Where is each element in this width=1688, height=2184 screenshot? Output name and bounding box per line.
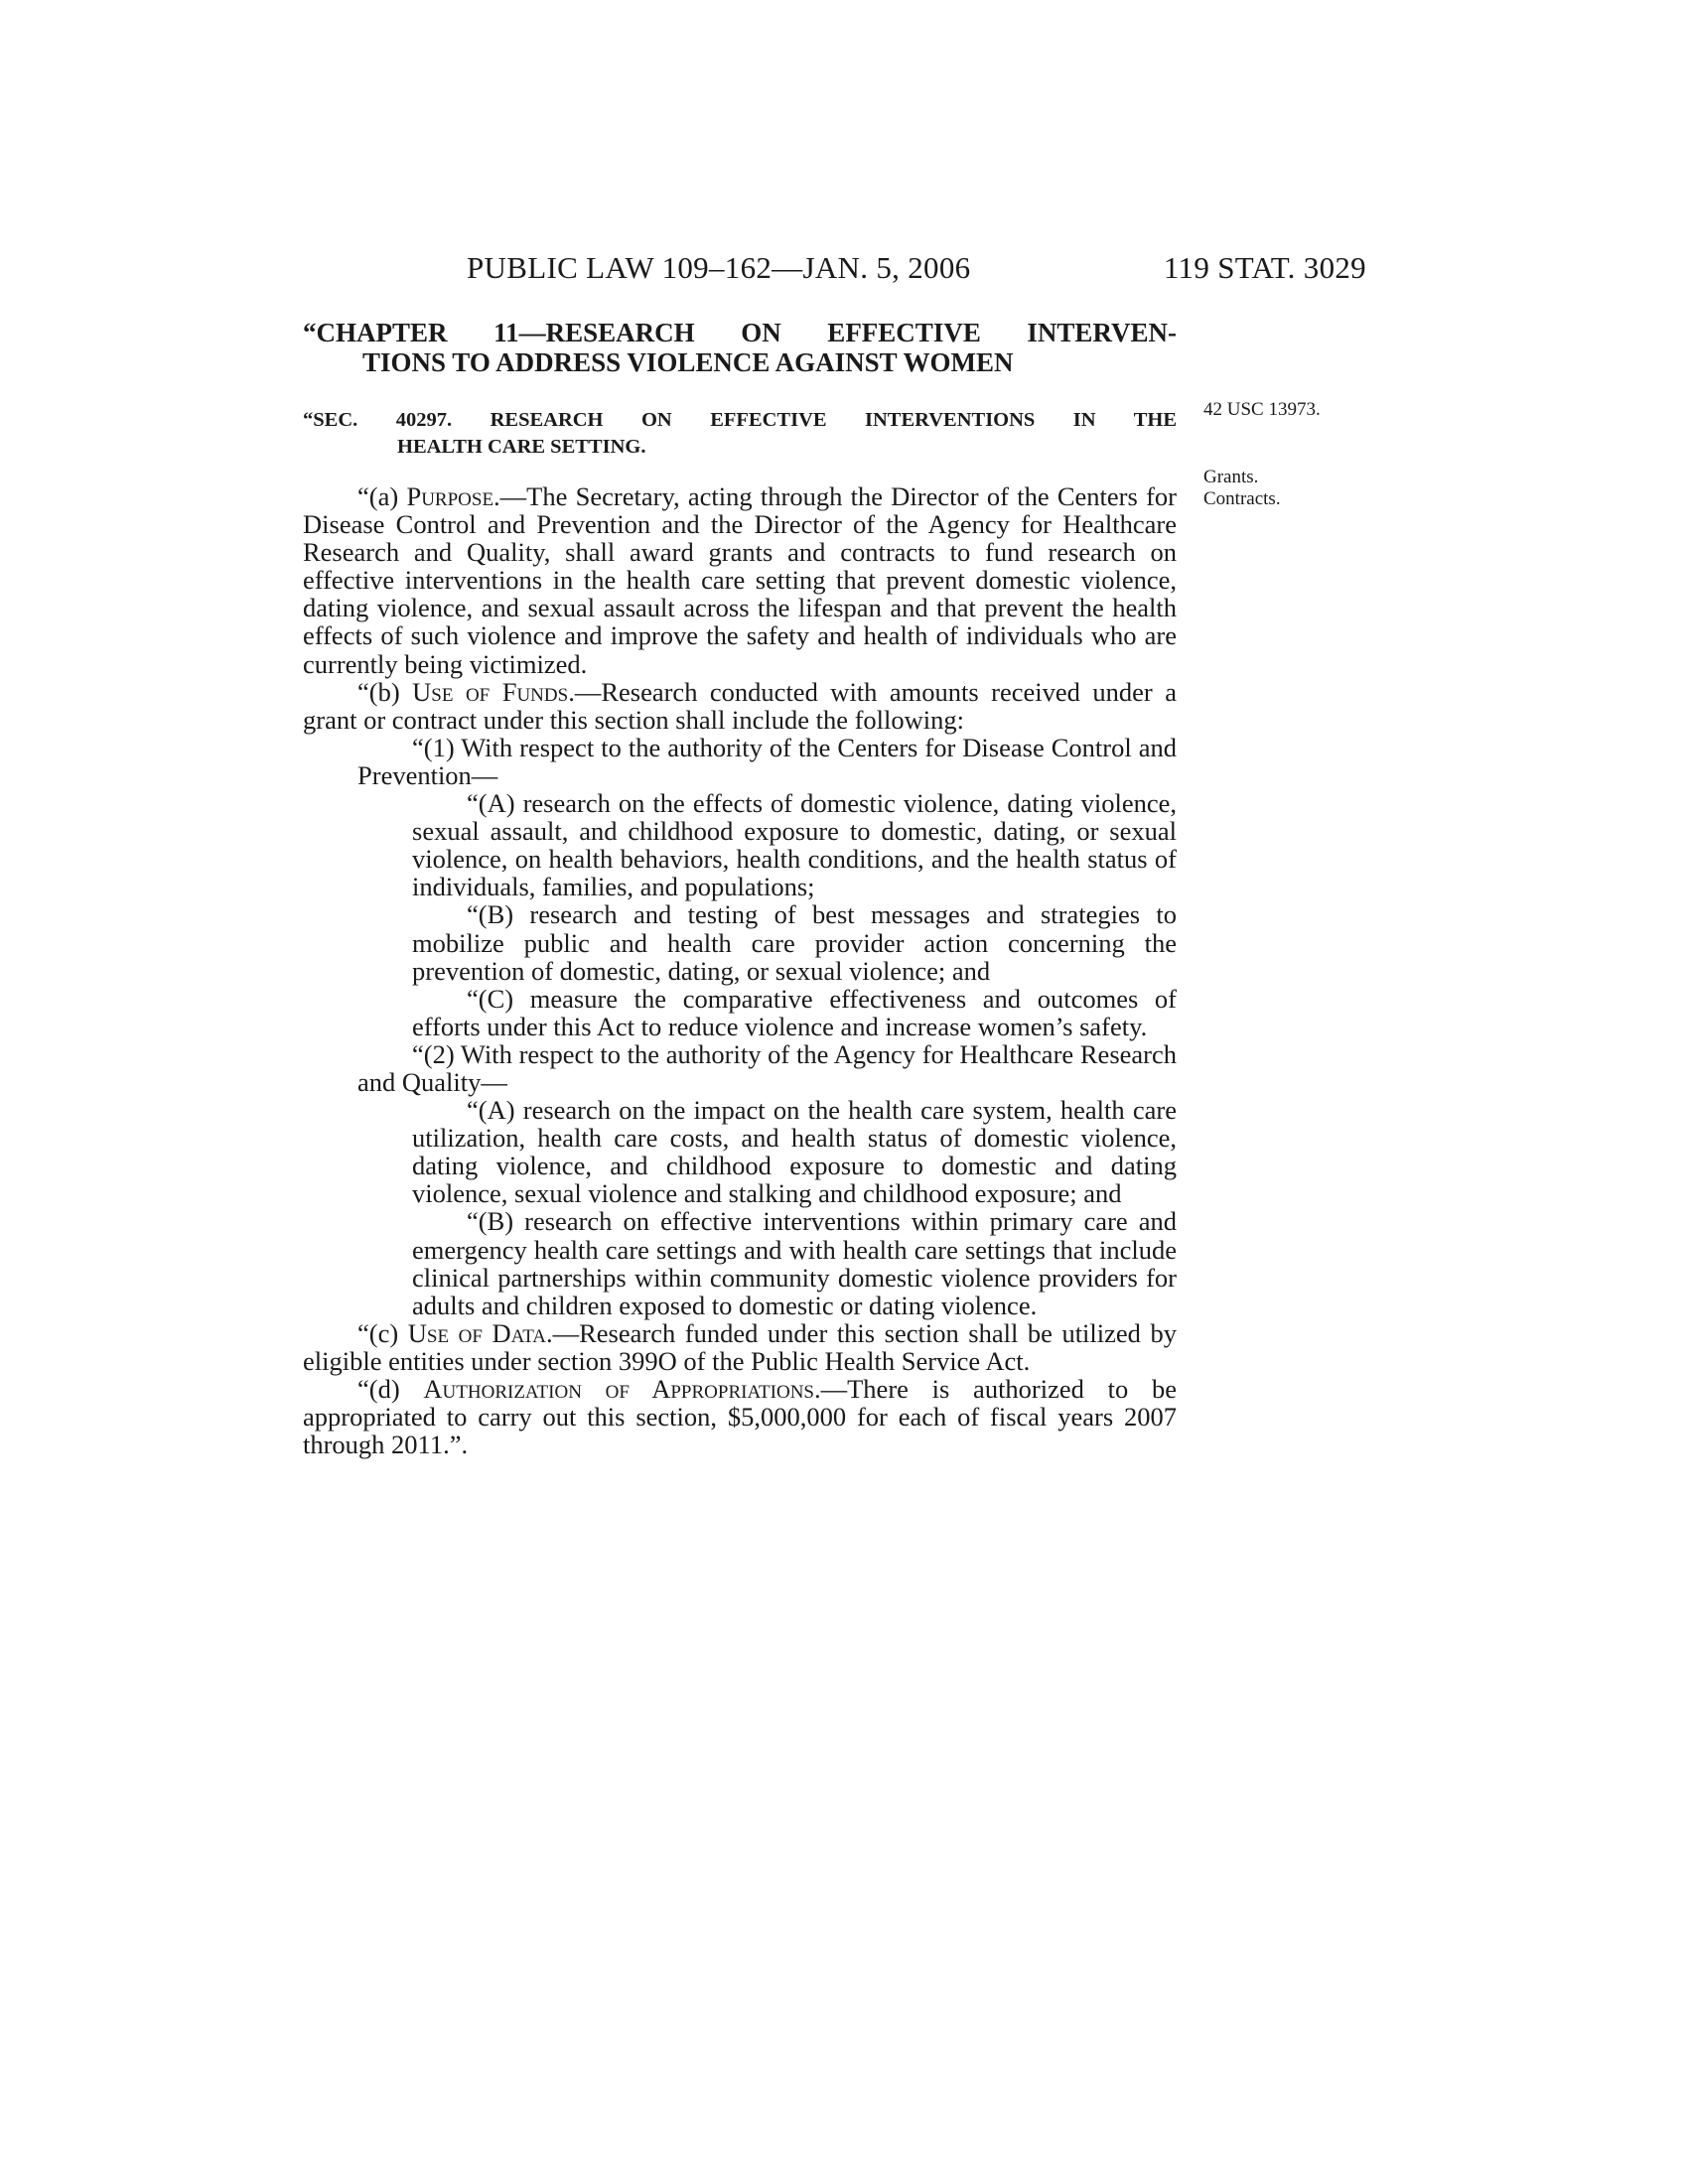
chapter-heading — [303, 318, 1177, 377]
subparagraph-b1A-text: “(A) research on the effects of domestic violence, dating violence, sexual assault, and childhood exposure to domestic, dating, or sexual violence, on health behaviors, health conditions, and the health status of individuals, families, and populations; — [412, 788, 1177, 902]
subsection-c-text: .—Research funded under this section shall be utilized by eligible entities under section 399O of the Public Health Service Act. — [303, 1317, 1177, 1376]
law-title: PUBLIC LAW 109–162—JAN. 5, 2006 — [467, 250, 971, 285]
margin-note-grants: Grants. — [1203, 467, 1259, 487]
paragraph-b2: “(2) With respect to the authority of the Agency for Healthcare Research and Quality— — [357, 1038, 1177, 1097]
subparagraph-b1B: “(B) research and testing of best messages and strategies to mobilize public and health care provider action concerning the prevention of domestic, dating, or sexual violence; and — [412, 899, 1177, 986]
subparagraph-b2B: “(B) research on effective interventions within primary care and emergency health care settings and with health care settings that include clinical partnerships within community domestic violence providers for adults and children exposed to domestic or dating violence. — [412, 1206, 1177, 1320]
subsection-a-heading: Purpose — [406, 481, 494, 511]
margin-citation: 42 USC 13973. — [1203, 399, 1321, 420]
subsection-d-heading: Authorization of Appropriations — [423, 1374, 814, 1404]
section-heading-line-1: “SEC. 40297. RESEARCH ON EFFECTIVE INTERVENTIONS IN THE — [303, 409, 1177, 431]
subsection-b — [303, 678, 1177, 734]
subsection-d-text: .—There is authorized to be appropriated to carry out this section, $5,000,000 for each of fiscal years 2007 through 2011.”. — [303, 1374, 1177, 1460]
section-heading-line-2: HEALTH CARE SETTING. — [397, 436, 646, 458]
subsection-c — [303, 1319, 1177, 1375]
subsection-a-label: “(a) — [357, 481, 407, 511]
subparagraph-b1C: “(C) measure the comparative effectiveness and outcomes of efforts under this Act to reduce violence and increase women’s safety. — [412, 983, 1177, 1041]
subsection-c-label: “(c) — [357, 1317, 408, 1348]
statute-page-number: 119 STAT. 3029 — [1163, 250, 1366, 285]
subsection-b-heading: Use of Funds — [412, 676, 569, 707]
running-header — [467, 250, 1366, 290]
subsection-c-heading: Use of Data — [407, 1317, 546, 1348]
subsection-b-text: .—Research conducted with amounts received under a grant or contract under this section shall include the following: — [303, 676, 1177, 735]
chapter-heading-line-1: “CHAPTER 11—RESEARCH ON EFFECTIVE INTERVEN- — [303, 318, 1177, 347]
body-column — [303, 318, 1177, 1458]
subparagraph-b2A: “(A) research on the impact on the health care system, health care utilization, health care costs, and health status of domestic violence, dating violence, and childhood exposure to domestic and dating violence, sexual violence and stalking and childhood exposure; and — [412, 1095, 1177, 1209]
section-heading — [303, 407, 1177, 461]
subsection-a — [303, 482, 1177, 678]
subparagraph-b1A — [303, 789, 1177, 900]
chapter-heading-line-2: TIONS TO ADDRESS VIOLENCE AGAINST WOMEN — [362, 347, 1014, 377]
subsection-d — [303, 1375, 1177, 1458]
subsection-d-label: “(d) — [357, 1374, 424, 1404]
paragraph-b1: “(1) With respect to the authority of the Centers for Disease Control and Prevention— — [357, 732, 1177, 790]
subsection-b-label: “(b) — [357, 676, 413, 707]
margin-note-contracts: Contracts. — [1203, 488, 1281, 509]
subsection-a-text: .—The Secretary, acting through the Director of the Centers for Disease Control and Prevention and the Director of the Agency for Healthcare Research and Quality, shall award grants and contracts to fund research on effective interventions in the health care setting that prevent domestic violence, dating violence, and sexual assault across the lifespan and that prevent the health effects of such violence and improve the safety and health of individuals who are currently being victimized. — [303, 481, 1177, 679]
